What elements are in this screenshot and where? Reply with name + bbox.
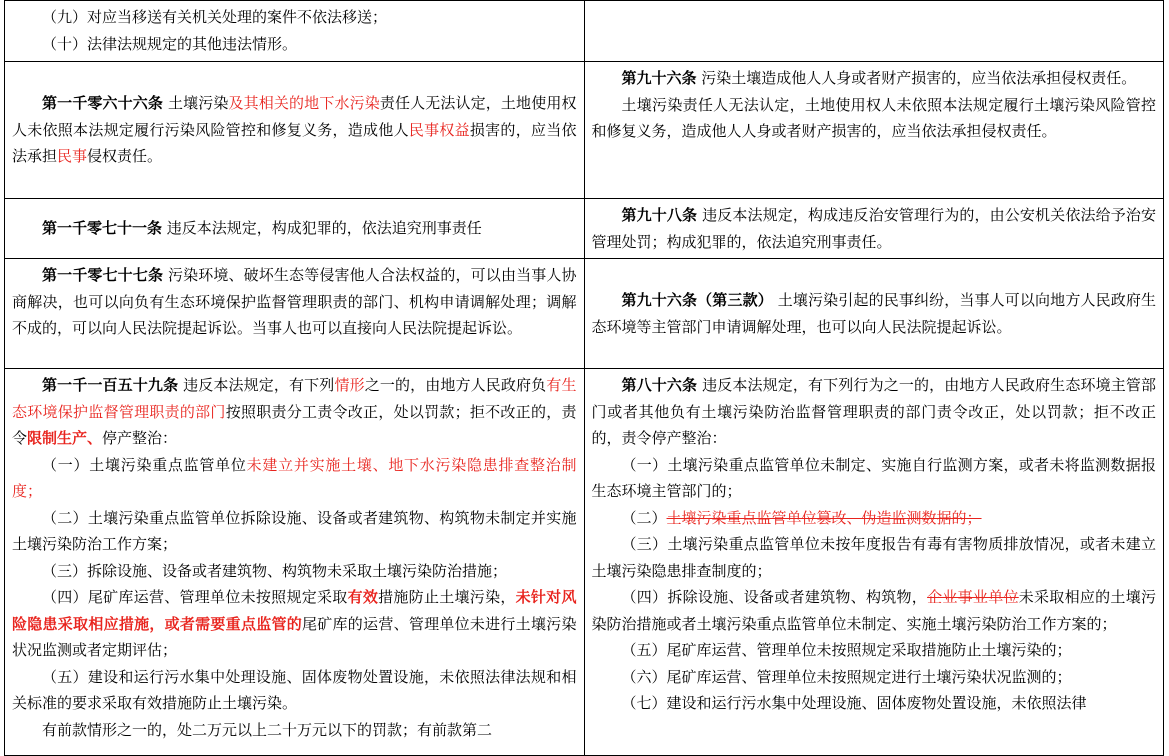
article-number: 第九十八条 (621, 206, 698, 224)
table-row (5, 62, 1164, 199)
article-paragraph: 第八十六条 违反本法规定，有下列行为之一的，由地方人民政府生态环境主管部门或者其他负有土壤污染防治监督管理职责的部门责令改正，处以罚款；拒不改正的，责令停产整治： (591, 376, 1156, 447)
left-cell (5, 1, 585, 62)
list-item: （一）土壤污染重点监管单位未建立并实施土壤、地下水污染隐患排查整治制度； (12, 455, 577, 500)
deleted-text: 土壤污染重点监管单位篡改、伪造监测数据的； (666, 508, 982, 527)
article-paragraph: 第一千零七十七条 污染环境、破坏生态等侵害他人合法权益的，可以由当事人协商解决，也可以向负有生态环境保护监督管理职责的部门、机构申请调解处理；调解不成的，可以向人民法院提起诉讼。当事人也可以直接向人民法院提起诉讼。 (12, 266, 577, 337)
article-paragraph: 第一千零七十一条 违反本法规定，构成犯罪的，依法追究刑事责任 (42, 219, 482, 238)
added-text: 情形 (334, 376, 365, 394)
right-cell-empty (584, 1, 1164, 62)
list-item: （四）尾矿库运营、管理单位未按照规定采取有效措施防止土壤污染，未针对风险隐患采取相应措施，或者需要重点监管的尾矿库的运营、管理单位未进行土壤污染状况监测或者定期评估； (12, 588, 577, 659)
article-paragraph: 第九十六条（第三款） 土壤污染引起的民事纠纷，当事人可以向地方人民政府生态环境等主管部门申请调解处理，也可以向人民法院提起诉讼。 (591, 291, 1156, 336)
left-cell (5, 259, 585, 369)
clause-ten: （十）法律法规规定的其他违法情形。 (42, 34, 298, 53)
article-number: 第九十六条 (621, 69, 697, 87)
list-item: （三）拆除设施、设备或者建筑物、构筑物未采取土壤污染防治措施； (42, 561, 508, 580)
list-item: 有前款情形之一的，处二万元以上二十万元以下的罚款；有前款第二 (42, 720, 493, 739)
right-cell (584, 369, 1164, 756)
clause-nine: （九）对应当移送有关机关处理的案件不依法移送； (42, 8, 388, 26)
list-item: （二）土壤污染重点监管单位篡改、伪造监测数据的； (621, 508, 982, 527)
right-cell (584, 62, 1164, 199)
article-number: 第八十六条 (621, 376, 698, 394)
added-text: 有生态环境保护监督管理职责的部门 (12, 376, 577, 421)
article-paragraph: 第一千一百五十九条 违反本法规定，有下列情形之一的，由地方人民政府负有生态环境保护监督管理职责的部门按照职责分工责令改正，处以罚款；拒不改正的，责令限制生产、停产整治： (12, 376, 577, 447)
added-text: 民事权益 (408, 120, 470, 139)
list-item: （四）拆除设施、设备或者建筑物、构筑物，企业事业单位未采取相应的土壤污染防治措施或者土壤污染重点监管单位未制定、实施土壤污染防治工作方案的； (591, 588, 1156, 633)
added-text: 有效 (347, 588, 379, 606)
table-row (5, 1, 1164, 62)
article-number: 第一千零七十一条 (42, 219, 163, 238)
list-item: （五）尾矿库运营、管理单位未按照规定采取措施防止土壤污染的； (621, 641, 1072, 659)
deleted-text: 企业事业单位 (927, 588, 1019, 606)
list-item: （一）土壤污染重点监管单位未制定、实施自行监测方案，或者未将监测数据报生态环境主管部门的； (591, 455, 1156, 500)
article-paragraph: 土壤污染责任人无法认定，土地使用权人未依照本法规定履行土壤污染风险管控和修复义务，造成他人人身或者财产损害的，应当依法承担侵权责任。 (591, 95, 1156, 140)
table-row (5, 259, 1164, 369)
table-row (5, 199, 1164, 259)
article-paragraph: 第九十六条 污染土壤造成他人人身或者财产损害的，应当依法承担侵权责任。 (621, 69, 1137, 87)
left-cell (5, 62, 585, 199)
added-text: 未建立并实施土壤、地下水污染隐患排查整治制度； (12, 455, 577, 500)
article-paragraph: 第一千零六十六条 土壤污染及其相关的地下水污染责任人无法认定，土地使用权人未依照本法规定履行污染风险管控和修复义务，造成他人民事权益损害的，应当依法承担民事侵权责任。 (12, 94, 577, 166)
added-text: 限制生产、 (27, 429, 103, 447)
list-item: （五）建设和运行污水集中处理设施、固体废物处置设施，未依照法律法规和相关标准的要求采取有效措施防止土壤污染。 (12, 667, 577, 712)
added-text: 民事 (57, 147, 88, 166)
article-number: 第一千零七十七条 (42, 266, 164, 284)
list-item: （二）土壤污染重点监管单位拆除设施、设备或者建筑物、构筑物未制定并实施土壤污染防治工作方案； (12, 508, 577, 553)
table-row (5, 369, 1164, 756)
right-cell (584, 259, 1164, 369)
article-number: 第一千零六十六条 (42, 94, 164, 113)
list-item: （六）尾矿库运营、管理单位未按照规定进行土壤污染状况监测的； (621, 667, 1072, 686)
added-text: 及其相关的地下水污染 (228, 94, 380, 113)
list-item: （三）土壤污染重点监管单位未按年度报告有毒有害物质排放情况，或者未建立土壤污染隐患排查制度的； (591, 535, 1156, 580)
article-number: 第九十六条（第三款） (621, 291, 773, 309)
left-cell (5, 199, 585, 259)
left-cell (5, 369, 585, 756)
list-item: （七）建设和运行污水集中处理设施、固体废物处置设施，未依照法律 (621, 694, 1087, 712)
added-text: 未针对风险隐患采取相应措施，或者需要重点监管的 (12, 588, 577, 633)
comparison-table (4, 0, 1164, 756)
article-paragraph: 第九十八条 违反本法规定，构成违反治安管理行为的，由公安机关依法给予治安管理处罚；构成犯罪的，依法追究刑事责任。 (591, 206, 1156, 251)
right-cell (584, 199, 1164, 259)
article-number: 第一千一百五十九条 (42, 376, 179, 394)
